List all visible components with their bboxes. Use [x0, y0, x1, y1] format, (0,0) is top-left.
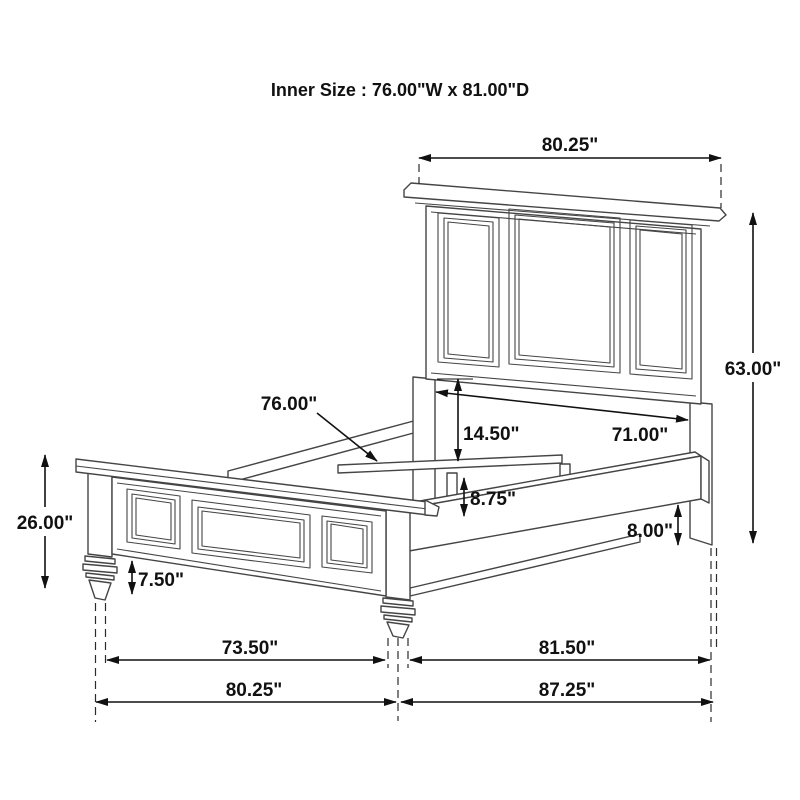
dim-label-footboard-height: 26.00" [16, 513, 74, 534]
dim-label-headboard-width: 80.25" [541, 135, 599, 156]
dimension-footboard-leg-height [132, 561, 184, 594]
footboard-right-post [386, 505, 410, 600]
dim-label-inner-width: 71.00" [611, 425, 669, 446]
footboard-left-post [88, 470, 112, 557]
diagram-title: Inner Size : 76.00"W x 81.00"D [270, 80, 530, 100]
dim-label-footboard-leg-height: 7.50" [138, 570, 184, 591]
far-side-rail [228, 419, 421, 483]
dimension-slat-clearance [437, 379, 520, 461]
dim-label-side-rail-height: 8.00" [627, 521, 673, 542]
dim-label-headboard-height: 63.00" [724, 359, 782, 380]
footboard-right-turned-leg [381, 598, 415, 638]
dim-label-footboard-inner-width: 73.50" [221, 638, 279, 659]
footboard [76, 459, 439, 638]
footboard-left-turned-leg [83, 556, 117, 600]
dim-label-side-rail-length: 81.50" [538, 638, 596, 659]
dimension-footboard-height [14, 455, 76, 588]
dimension-footboard-inner-width [107, 638, 385, 660]
dim-label-slat-clearance: 14.50" [463, 424, 520, 445]
dim-label-overall-depth: 87.25" [538, 680, 596, 701]
headboard-body [426, 206, 701, 404]
dimension-footboard-width [96, 680, 396, 702]
dimension-overall-depth [401, 680, 713, 702]
dim-label-slat-height: 8.75" [470, 489, 516, 510]
dimension-headboard-width [419, 135, 721, 158]
dim-label-footboard-width: 80.25" [225, 680, 283, 701]
dimension-headboard-height [720, 213, 786, 543]
dimension-side-rail-length [410, 638, 710, 660]
dim-label-slat-length: 76.00" [260, 394, 318, 415]
